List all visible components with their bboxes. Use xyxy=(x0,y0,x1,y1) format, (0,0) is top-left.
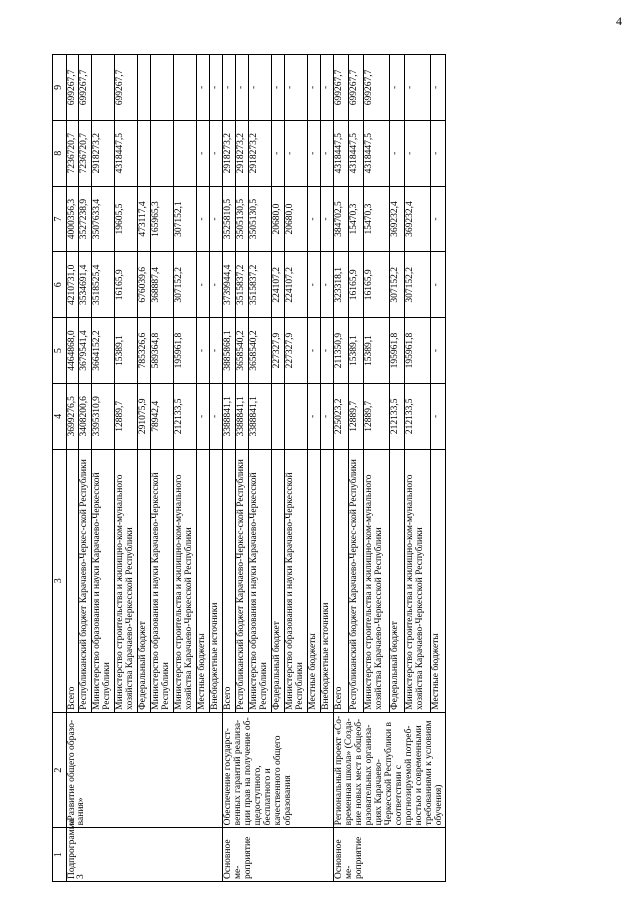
value-cell: 4318447,5 xyxy=(333,120,348,186)
value-cell xyxy=(138,120,151,186)
value-cell: 3507633,4 xyxy=(92,186,115,252)
value-cell: 699267,7 xyxy=(66,55,79,121)
value-cell: 3515837,2 xyxy=(249,252,272,318)
program-name-cell: «Развитие общего образо-вания» xyxy=(66,712,223,827)
value-cell: 224107,2 xyxy=(271,252,284,318)
value-cell: - xyxy=(320,55,333,121)
value-cell: 227327,9 xyxy=(271,318,284,384)
value-cell: - xyxy=(390,120,405,186)
value-cell: 7236720,7 xyxy=(66,120,79,186)
value-cell: 15470,3 xyxy=(348,186,363,252)
value-cell: 78942,4 xyxy=(151,383,174,449)
value-cell: 4318447,5 xyxy=(348,120,363,186)
value-cell xyxy=(174,55,197,121)
value-cell: 20680,0 xyxy=(271,186,284,252)
source-cell: Местные бюджеты xyxy=(197,449,210,712)
value-cell: 225023,2 xyxy=(333,383,348,449)
value-cell: 3534691,4 xyxy=(79,252,92,318)
source-cell: Республиканский бюджет Карачаево-Черкес-ской Республики xyxy=(348,449,363,712)
source-cell: Федеральный бюджет xyxy=(390,449,405,712)
value-cell: 15389,1 xyxy=(115,318,138,384)
value-cell: - xyxy=(320,120,333,186)
source-cell: Министерство образования и науки Карачаево-Черкесской Республики xyxy=(284,449,307,712)
value-cell: 16165,9 xyxy=(115,252,138,318)
value-cell: - xyxy=(431,186,446,252)
value-cell: - xyxy=(249,55,272,121)
value-cell: - xyxy=(320,252,333,318)
value-cell: - xyxy=(307,120,320,186)
value-cell: 589364,8 xyxy=(151,318,174,384)
program-name-cell: Региональный проект «Со-временная школа» (Созда-ние новых мест в общеоб-разовательных организа-циях Карачаево-Черкесской Республики в соответствии с прогнозируемой потреб-ностью и современными требованиями к условиям обучения) xyxy=(333,712,446,827)
value-cell: 12889,7 xyxy=(363,383,389,449)
value-cell: 12889,7 xyxy=(115,383,138,449)
source-cell: Всего xyxy=(333,449,348,712)
source-cell: Федеральный бюджет xyxy=(138,449,151,712)
value-cell: 3885868,1 xyxy=(223,318,236,384)
value-cell: - xyxy=(236,55,249,121)
value-cell: - xyxy=(431,252,446,318)
header-cell: 2 xyxy=(53,712,67,827)
header-cell: 4 xyxy=(53,383,67,449)
value-cell xyxy=(271,383,284,449)
value-cell: 3505130,5 xyxy=(249,186,272,252)
value-cell: 4318447,5 xyxy=(363,120,389,186)
value-cell: 323318,1 xyxy=(333,252,348,318)
value-cell: 20680,0 xyxy=(284,186,307,252)
value-cell: - xyxy=(223,55,236,121)
value-cell: 3664152,2 xyxy=(92,318,115,384)
value-cell: 2918273,2 xyxy=(236,120,249,186)
value-cell xyxy=(284,383,307,449)
value-cell: 384702,5 xyxy=(333,186,348,252)
value-cell: - xyxy=(405,55,431,121)
value-cell: 699267,7 xyxy=(333,55,348,121)
value-cell xyxy=(151,55,174,121)
value-cell: 2918273,2 xyxy=(223,120,236,186)
value-cell: 699267,7 xyxy=(79,55,92,121)
value-cell: 307152,1 xyxy=(174,186,197,252)
value-cell: - xyxy=(390,55,405,121)
budget-table xyxy=(52,54,446,882)
value-cell: 4464868,0 xyxy=(66,318,79,384)
value-cell: - xyxy=(210,120,223,186)
table-header-row xyxy=(53,55,67,882)
value-cell: 15389,1 xyxy=(348,318,363,384)
value-cell: 307152,2 xyxy=(405,252,431,318)
value-cell: 15470,3 xyxy=(363,186,389,252)
value-cell: - xyxy=(210,55,223,121)
value-cell: 676039,6 xyxy=(138,252,151,318)
source-cell: Местные бюджеты xyxy=(307,449,320,712)
value-cell: 368887,4 xyxy=(151,252,174,318)
table-body xyxy=(66,55,446,882)
value-cell: 3739944,4 xyxy=(223,252,236,318)
source-cell: Министерство образования и науки Карачаево-Черкесской Республики xyxy=(249,449,272,712)
value-cell: 195961,8 xyxy=(405,318,431,384)
value-cell: - xyxy=(284,55,307,121)
source-cell: Всего xyxy=(223,449,236,712)
value-cell: 699267,7 xyxy=(115,55,138,121)
value-cell: - xyxy=(405,120,431,186)
program-type-cell: Основное ме-роприятие xyxy=(333,828,446,882)
header-cell: 1 xyxy=(53,828,67,882)
value-cell xyxy=(92,55,115,121)
value-cell: - xyxy=(210,186,223,252)
value-cell: 4000356,3 xyxy=(66,186,79,252)
value-cell: 473117,4 xyxy=(138,186,151,252)
value-cell: - xyxy=(431,120,446,186)
value-cell: 785326,6 xyxy=(138,318,151,384)
value-cell: 3388841,1 xyxy=(236,383,249,449)
value-cell: - xyxy=(210,252,223,318)
header-cell: 9 xyxy=(53,55,67,121)
value-cell: - xyxy=(197,383,210,449)
value-cell: 224107,2 xyxy=(284,252,307,318)
value-cell: 211350,9 xyxy=(333,318,348,384)
source-cell: Местные бюджеты xyxy=(431,449,446,712)
source-cell: Министерство образования и науки Карачаево-Черкесской Республики xyxy=(151,449,174,712)
program-type-cell: Основное ме-роприятие xyxy=(223,828,334,882)
value-cell: - xyxy=(307,383,320,449)
value-cell: 699267,7 xyxy=(363,55,389,121)
program-type-cell: Подпрограмма 3 xyxy=(66,828,223,882)
source-cell: Внебюджетные источники xyxy=(320,449,333,712)
value-cell: - xyxy=(431,55,446,121)
value-cell: 16165,9 xyxy=(348,252,363,318)
source-cell: Республиканский бюджет Карачаево-Черкес-ской Республики xyxy=(236,449,249,712)
value-cell: 4318447,5 xyxy=(115,120,138,186)
value-cell: - xyxy=(271,120,284,186)
value-cell: - xyxy=(284,120,307,186)
header-cell: 3 xyxy=(53,449,67,712)
value-cell: 12889,7 xyxy=(348,383,363,449)
value-cell: 2918273,2 xyxy=(92,120,115,186)
value-cell: - xyxy=(197,55,210,121)
value-cell: 227327,9 xyxy=(284,318,307,384)
value-cell: 3518525,4 xyxy=(92,252,115,318)
source-cell: Министерство строительства и жилищно-ком-мунального хозяйства Карачаево-Черкесской Республики xyxy=(115,449,138,712)
value-cell: 195961,8 xyxy=(174,318,197,384)
value-cell: 3527238,9 xyxy=(79,186,92,252)
value-cell: 212133,5 xyxy=(390,383,405,449)
rotated-table-wrapper xyxy=(52,54,584,882)
value-cell: - xyxy=(320,318,333,384)
value-cell xyxy=(174,120,197,186)
value-cell: - xyxy=(431,318,446,384)
header-cell: 5 xyxy=(53,318,67,384)
value-cell: - xyxy=(271,55,284,121)
source-cell: Федеральный бюджет xyxy=(271,449,284,712)
value-cell: - xyxy=(197,318,210,384)
value-cell: 19605,5 xyxy=(115,186,138,252)
source-cell: Министерство строительства и жилищно-ком-мунального хозяйства Карачаево-Черкесской Республики xyxy=(174,449,197,712)
value-cell: 2918273,2 xyxy=(249,120,272,186)
value-cell: 307152,2 xyxy=(390,252,405,318)
value-cell: 7236720,7 xyxy=(79,120,92,186)
program-name-cell: Обеспечение государст-венных гарантий реализа-ции прав на получение об-щедоступного, бесплатного и качественного общего образования xyxy=(223,712,334,827)
page-number: 4 xyxy=(616,14,622,28)
value-cell: 369232,4 xyxy=(405,186,431,252)
value-cell: 195961,8 xyxy=(390,318,405,384)
source-cell: Министерство образования и науки Карачаево-Черкесской Республики xyxy=(92,449,115,712)
value-cell: 3388841,1 xyxy=(223,383,236,449)
value-cell: 307152,2 xyxy=(174,252,197,318)
value-cell: - xyxy=(320,383,333,449)
value-cell: - xyxy=(431,383,446,449)
value-cell: 3515837,2 xyxy=(236,252,249,318)
source-cell: Министерство строительства и жилищно-ком-мунального хозяйства Карачаево-Черкесской Республики xyxy=(363,449,389,712)
value-cell: 3525810,5 xyxy=(223,186,236,252)
value-cell: 3658540,2 xyxy=(249,318,272,384)
table-row xyxy=(333,55,348,882)
header-cell: 8 xyxy=(53,120,67,186)
value-cell: 3505130,5 xyxy=(236,186,249,252)
table-row xyxy=(66,55,79,882)
source-cell: Республиканский бюджет Карачаево-Черкес-ской Республики xyxy=(79,449,92,712)
value-cell: - xyxy=(307,186,320,252)
value-cell: - xyxy=(307,252,320,318)
value-cell: 3679541,4 xyxy=(79,318,92,384)
source-cell: Внебюджетные источники xyxy=(210,449,223,712)
value-cell: - xyxy=(210,383,223,449)
value-cell: 699267,7 xyxy=(348,55,363,121)
value-cell: 212133,5 xyxy=(405,383,431,449)
header-cell: 6 xyxy=(53,252,67,318)
value-cell: - xyxy=(320,186,333,252)
value-cell: 3699276,5 xyxy=(66,383,79,449)
value-cell: - xyxy=(197,252,210,318)
value-cell: - xyxy=(197,186,210,252)
value-cell: 3388841,1 xyxy=(249,383,272,449)
value-cell: 15389,1 xyxy=(363,318,389,384)
value-cell: 3658540,2 xyxy=(236,318,249,384)
value-cell: 16165,9 xyxy=(363,252,389,318)
value-cell: - xyxy=(197,120,210,186)
value-cell: 3395310,9 xyxy=(92,383,115,449)
value-cell: - xyxy=(210,318,223,384)
value-cell: 165965,3 xyxy=(151,186,174,252)
source-cell: Министерство строительства и жилищно-ком-мунального хозяйства Карачаево-Черкесской Республики xyxy=(405,449,431,712)
value-cell: 369232,4 xyxy=(390,186,405,252)
value-cell: - xyxy=(307,318,320,384)
header-cell: 7 xyxy=(53,186,67,252)
value-cell: 291075,9 xyxy=(138,383,151,449)
table-row xyxy=(223,55,236,882)
value-cell xyxy=(151,120,174,186)
value-cell: 212133,5 xyxy=(174,383,197,449)
source-cell: Всего xyxy=(66,449,79,712)
value-cell: 4210731,0 xyxy=(66,252,79,318)
value-cell: - xyxy=(307,55,320,121)
value-cell: 3408200,6 xyxy=(79,383,92,449)
value-cell xyxy=(138,55,151,121)
